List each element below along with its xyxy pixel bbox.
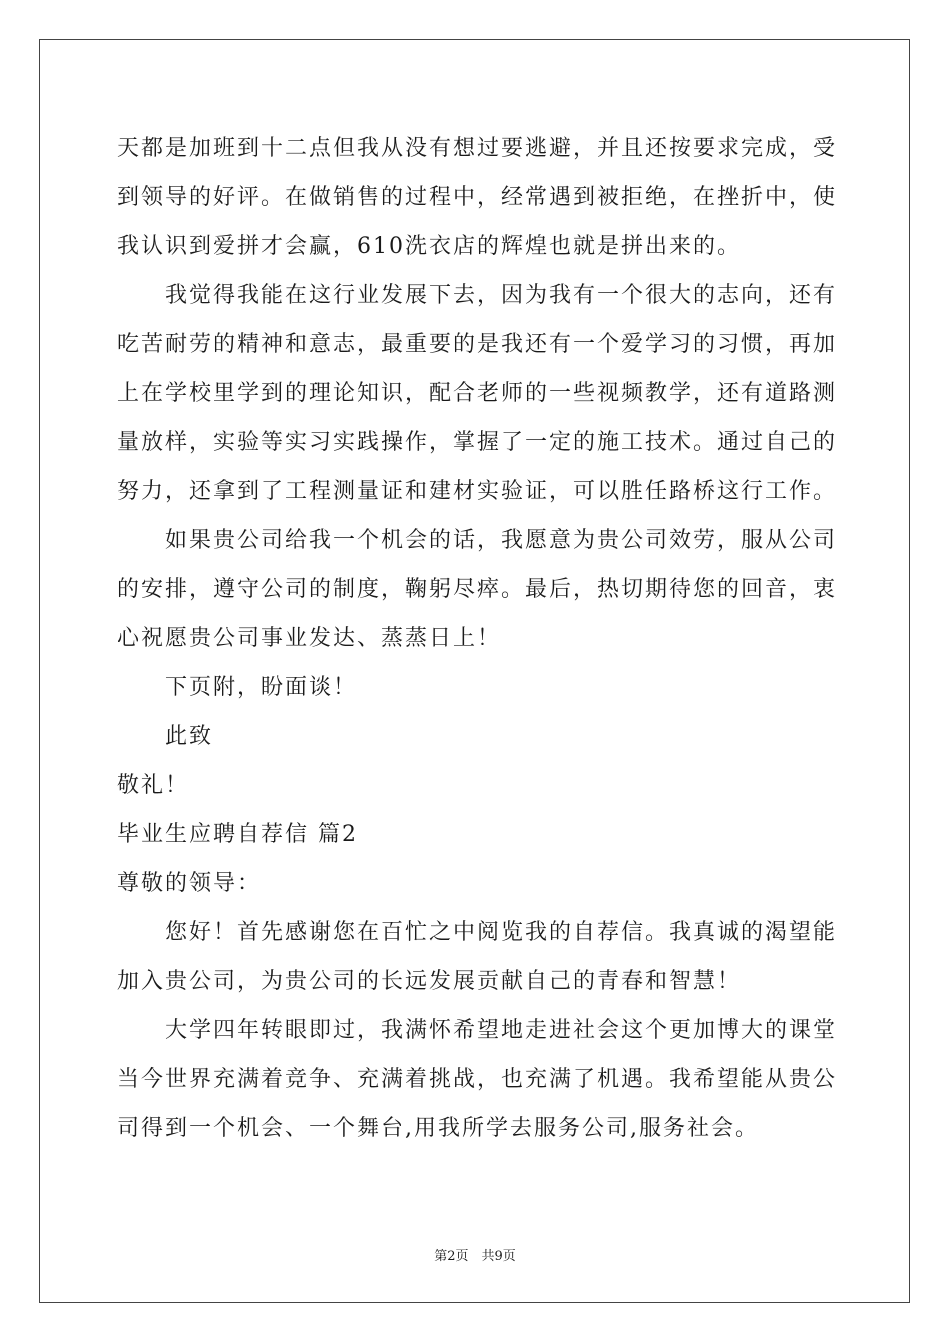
body-line: 司得到一个机会、一个舞台,用我所学去服务公司,服务社会。 <box>117 1116 759 1141</box>
body-line: 吃苦耐劳的精神和意志，最重要的是我还有一个爱学习的习惯，再加 <box>117 332 838 357</box>
body-line: 量放样，实验等实习实践操作，掌握了一定的施工技术。通过自己的 <box>117 430 838 455</box>
body-line: 我觉得我能在这行业发展下去，因为我有一个很大的志向，还有 <box>165 283 838 308</box>
salutation: 尊敬的领导： <box>117 871 262 896</box>
closing-line: 此致 <box>165 724 214 749</box>
body-line: 您好！首先感谢您在百忙之中阅览我的自荐信。我真诚的渴望能 <box>165 920 838 945</box>
body-line: 努力，还拿到了工程测量证和建材实验证，可以胜任路桥这行工作。 <box>117 479 838 504</box>
closing-line: 下页附，盼面谈！ <box>165 675 358 700</box>
body-line: 到领导的好评。在做销售的过程中，经常遇到被拒绝，在挫折中，使 <box>117 185 838 210</box>
body-line: 的安排，遵守公司的制度，鞠躬尽瘁。最后，热切期待您的回音，衷 <box>117 577 838 602</box>
body-line: 大学四年转眼即过，我满怀希望地走进社会这个更加博大的课堂 <box>165 1018 838 1043</box>
body-line: 如果贵公司给我一个机会的话，我愿意为贵公司效劳，服从公司 <box>165 528 838 553</box>
body-line: 天都是加班到十二点但我从没有想过要逃避，并且还按要求完成，受 <box>117 136 838 161</box>
page-number: 第2页 共9页 <box>434 1249 516 1264</box>
body-line: 我认识到爱拼才会赢，610洗衣店的辉煌也就是拼出来的。 <box>117 234 741 259</box>
body-line: 上在学校里学到的理论知识，配合老师的一些视频教学，还有道路测 <box>117 381 838 406</box>
document-body <box>117 124 838 1153</box>
section-heading: 毕业生应聘自荐信 篇2 <box>117 822 358 847</box>
closing-line: 敬礼！ <box>117 773 190 798</box>
body-line: 当今世界充满着竞争、充满着挑战，也充满了机遇。我希望能从贵公 <box>117 1067 838 1092</box>
body-line: 加入贵公司，为贵公司的长远发展贡献自己的青春和智慧！ <box>117 969 742 994</box>
body-line: 心祝愿贵公司事业发达、蒸蒸日上！ <box>117 626 502 651</box>
